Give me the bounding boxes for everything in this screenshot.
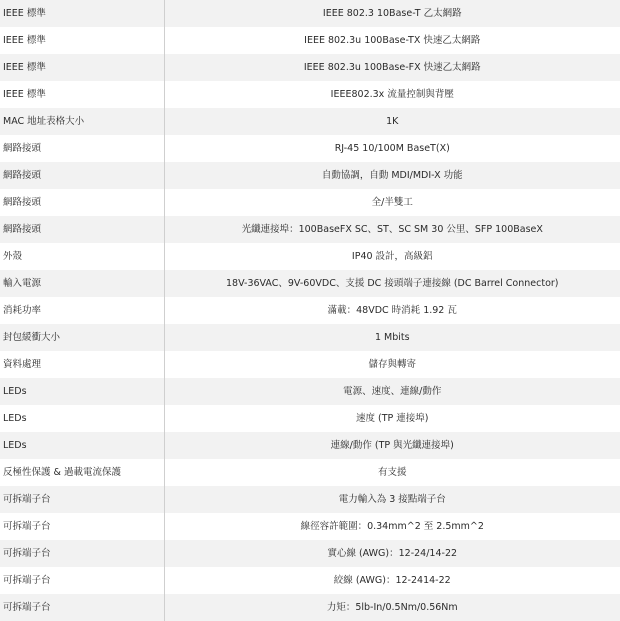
table-row bbox=[0, 405, 620, 432]
table-row bbox=[0, 432, 620, 459]
row-value: 全/半雙工 bbox=[164, 189, 620, 216]
row-value: IEEE 802.3 10Base-T 乙太網路 bbox=[164, 0, 620, 27]
table-row bbox=[0, 459, 620, 486]
row-value: IEEE 802.3u 100Base-FX 快速乙太網路 bbox=[164, 54, 620, 81]
row-value: 1K bbox=[164, 108, 620, 135]
row-value: RJ-45 10/100M BaseT(X) bbox=[164, 135, 620, 162]
row-value: IP40 設計，高級鋁 bbox=[164, 243, 620, 270]
row-label: 可拆端子台 bbox=[0, 486, 164, 513]
row-value: 儲存與轉寄 bbox=[164, 351, 620, 378]
row-value: 連線/動作 (TP 與光纖連接埠) bbox=[164, 432, 620, 459]
table-row bbox=[0, 135, 620, 162]
row-label: LEDs bbox=[0, 405, 164, 432]
row-label: MAC 地址表格大小 bbox=[0, 108, 164, 135]
row-label: 反極性保護 & 過載電流保護 bbox=[0, 459, 164, 486]
row-label: 輸入電源 bbox=[0, 270, 164, 297]
row-label: 網路接頭 bbox=[0, 216, 164, 243]
row-value: 1 Mbits bbox=[164, 324, 620, 351]
row-label: IEEE 標準 bbox=[0, 27, 164, 54]
row-label: 消耗功率 bbox=[0, 297, 164, 324]
row-label: IEEE 標準 bbox=[0, 0, 164, 27]
row-value: IEEE802.3x 流量控制與背壓 bbox=[164, 81, 620, 108]
row-label: 可拆端子台 bbox=[0, 513, 164, 540]
row-value: 電源、速度、連線/動作 bbox=[164, 378, 620, 405]
row-label: 可拆端子台 bbox=[0, 594, 164, 621]
row-value: 滿載：48VDC 時消耗 1.92 瓦 bbox=[164, 297, 620, 324]
row-value: 自動協調，自動 MDI/MDI-X 功能 bbox=[164, 162, 620, 189]
table-row bbox=[0, 108, 620, 135]
row-value: 18V-36VAC、9V-60VDC、支援 DC 接頭端子連接線 (DC Barrel Connector) bbox=[164, 270, 620, 297]
row-label: 可拆端子台 bbox=[0, 567, 164, 594]
row-value: 光纖連接埠：100BaseFX SC、ST、SC SM 30 公里、SFP 100BaseX bbox=[164, 216, 620, 243]
row-value: 線徑容許範圍：0.34mm^2 至 2.5mm^2 bbox=[164, 513, 620, 540]
table-row bbox=[0, 243, 620, 270]
table-row bbox=[0, 351, 620, 378]
row-label: 封包緩衝大小 bbox=[0, 324, 164, 351]
row-label: 網路接頭 bbox=[0, 189, 164, 216]
row-label: IEEE 標準 bbox=[0, 54, 164, 81]
table-row bbox=[0, 216, 620, 243]
table-row bbox=[0, 540, 620, 567]
row-label: 網路接頭 bbox=[0, 135, 164, 162]
row-value: 力矩：5lb-In/0.5Nm/0.56Nm bbox=[164, 594, 620, 621]
row-label: 可拆端子台 bbox=[0, 540, 164, 567]
table-row bbox=[0, 297, 620, 324]
row-value: 電力輸入為 3 接點端子台 bbox=[164, 486, 620, 513]
table-row bbox=[0, 162, 620, 189]
table-row bbox=[0, 54, 620, 81]
table-row bbox=[0, 324, 620, 351]
table-row bbox=[0, 0, 620, 27]
table-row bbox=[0, 189, 620, 216]
table-row bbox=[0, 27, 620, 54]
row-label: LEDs bbox=[0, 432, 164, 459]
row-value: IEEE 802.3u 100Base-TX 快速乙太網路 bbox=[164, 27, 620, 54]
table-row bbox=[0, 594, 620, 621]
row-value: 有支援 bbox=[164, 459, 620, 486]
row-label: 資料處理 bbox=[0, 351, 164, 378]
row-label: 網路接頭 bbox=[0, 162, 164, 189]
row-value: 實心線 (AWG)：12-24/14-22 bbox=[164, 540, 620, 567]
row-label: LEDs bbox=[0, 378, 164, 405]
table-row bbox=[0, 270, 620, 297]
table-row bbox=[0, 81, 620, 108]
row-value: 絞線 (AWG)：12-2414-22 bbox=[164, 567, 620, 594]
row-label: 外殼 bbox=[0, 243, 164, 270]
table-row bbox=[0, 486, 620, 513]
row-label: IEEE 標準 bbox=[0, 81, 164, 108]
table-row bbox=[0, 567, 620, 594]
table-row bbox=[0, 378, 620, 405]
table-row bbox=[0, 513, 620, 540]
row-value: 速度 (TP 連接埠) bbox=[164, 405, 620, 432]
